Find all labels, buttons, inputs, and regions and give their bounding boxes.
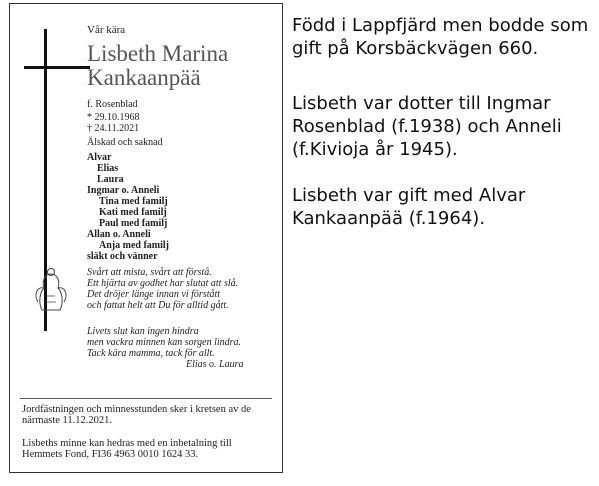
cross-icon-bar [24,66,90,69]
info-paragraph-2 [292,92,562,161]
divider [20,398,272,399]
family-line: Anja med familj [99,240,169,251]
poem-signature: Elias o. Laura [186,359,244,370]
family-line: släkt och vänner [87,251,158,262]
family-line: Kati med familj [99,207,167,218]
poem-line: Det dröjer länge innan vi förstått [87,289,221,300]
funeral-info-line: närmaste 11.12.2021. [22,415,113,426]
poem-line: Svårt att mista, svårt att förstå. [87,267,212,278]
poem-line: Tack kära mamma, tack för allt. [87,348,215,359]
maiden-name: f. Rosenblad [87,99,138,110]
info-line: Lisbeth var gift med Alvar [292,185,526,206]
info-paragraph-3 [292,184,525,230]
intro-text: Vår kära [87,24,126,36]
poem-line: och fattat helt att Du för alltid gått. [87,300,229,311]
info-line: Kankaanpää (f.1964). [292,208,486,229]
family-line: Tina med familj [99,196,168,207]
loved-text: Älskad och saknad [87,137,163,148]
donation-info-line: Lisbeths minne kan hedras med en inbetalning till [22,438,232,449]
info-line: (f.Kivioja år 1945). [292,139,458,160]
info-paragraph-1 [292,14,588,60]
poem-line: Ett hjärta av godhet har slutat att slå. [87,278,239,289]
poem-line: Livets slut kan ingen hindra [87,326,199,337]
info-line: gift på Korsbäckvägen 660. [292,38,539,59]
deceased-name-last: Kankaanpää [87,65,201,90]
family-line: Paul med familj [99,218,168,229]
death-date: † 24.11.2021 [87,123,140,134]
deceased-name-first: Lisbeth Marina [87,41,229,66]
family-line: Allan o. Anneli [87,229,151,240]
death-notice [9,3,283,473]
family-line: Elias [97,163,119,174]
info-line: Rosenblad (f.1938) och Anneli [292,116,562,137]
funeral-info-line: Jordfästningen och minnesstunden sker i kretsen av de [22,404,251,415]
info-line: Lisbeth var dotter till Ingmar [292,93,551,114]
info-line: Född i Lappfjärd men bodde som [292,15,589,36]
poem-line: men vackra minnen kan sorgen lindra. [87,337,242,348]
birth-date: * 29.10.1968 [87,112,140,123]
angel-icon [34,266,68,314]
donation-info-line: Hemmets Fond, FI36 4963 0010 1624 33. [22,449,199,460]
family-line: Alvar [87,152,112,163]
family-line: Ingmar o. Anneli [87,185,160,196]
family-line: Laura [97,174,124,185]
